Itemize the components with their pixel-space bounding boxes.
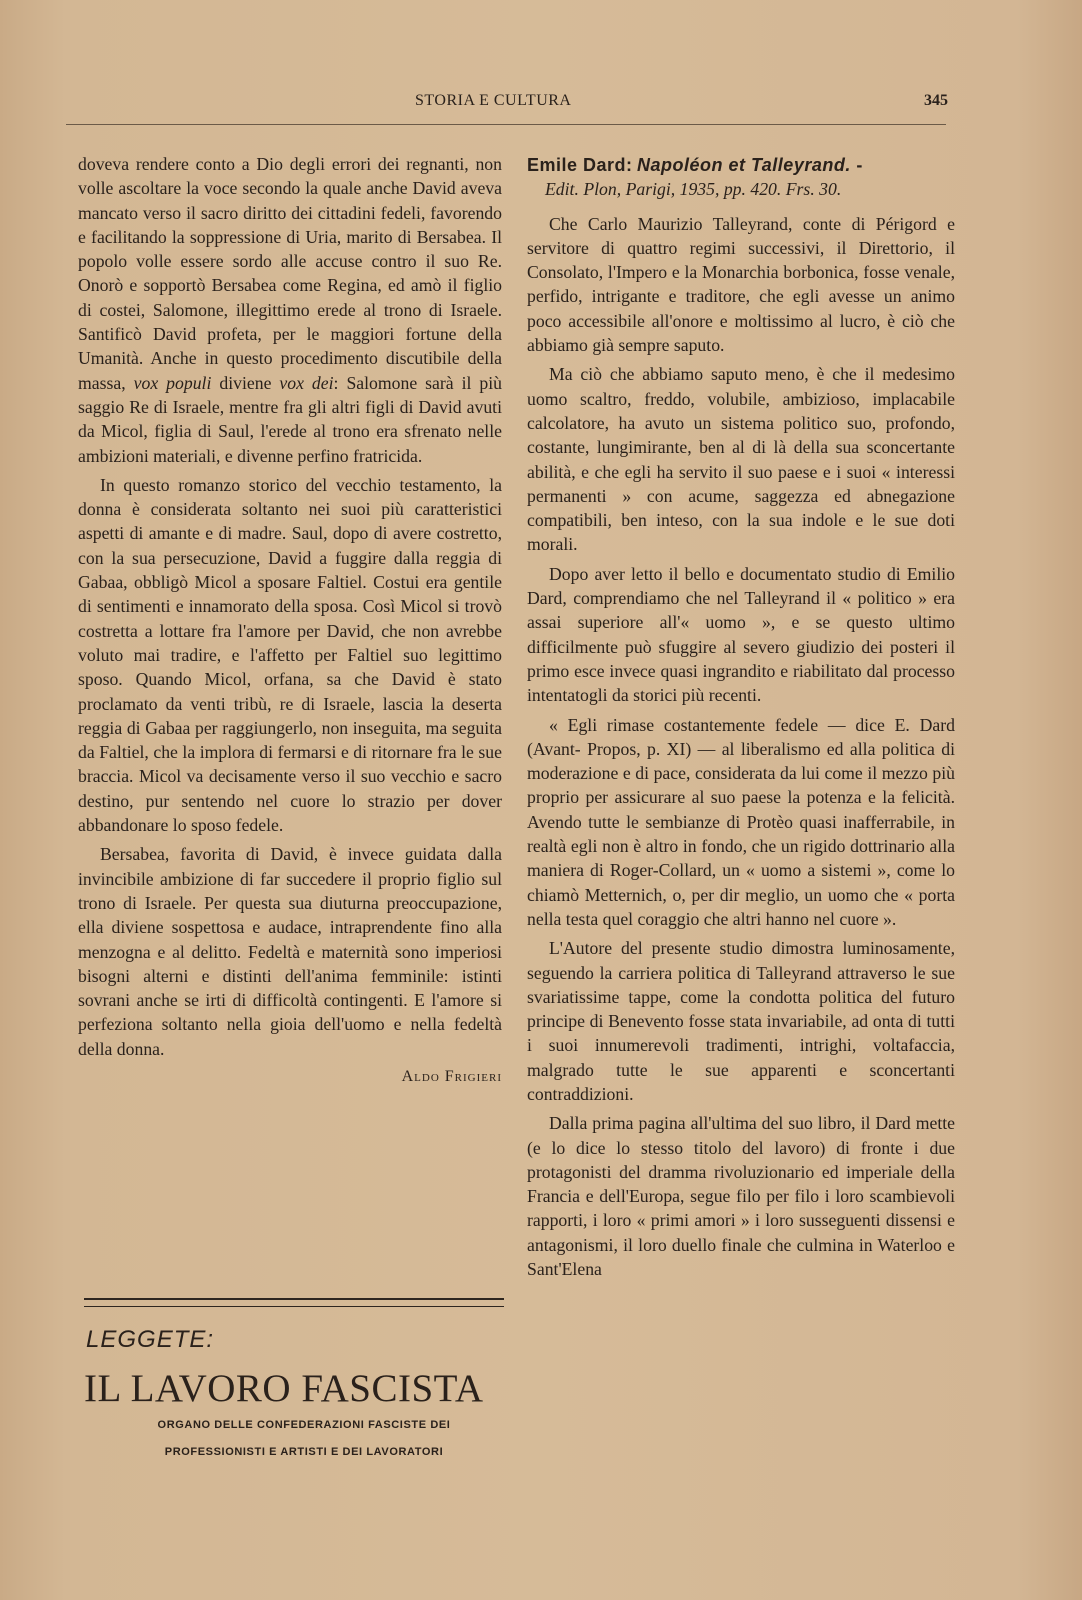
header-rule [66,124,946,125]
left-p1-text: doveva rendere conto a Dio degli errori dei regnanti, non volle ascoltare la voce secondo la quale anche David aveva mancato verso il sacro diritto dei cittadini fedeli, favorendo e facilitando la soppressione di Uria, marito di Bersabea. Il popolo volle essere sordo alle accuse contro il suo Re. Onorò e sopportò Bersabea come Regina, ed amò il figlio di costei, Salomone, illegittimo erede al trono di Israele. Santificò David profeta, per le maggiori fortune della Umanità. Anche in questo procedimento discutibile della massa, [78,154,502,393]
review-heading [527,153,955,202]
right-paragraph-5: L'Autore del presente studio dimostra luminosamente, seguendo la carriera politica di Talleyrand attraverso le sue svariatissime tappe, come la condotta politica del futuro principe di Benevento fosse stata invariabile, ad onta di tutti i suoi innumerevoli tradimenti, intrighi, voltafaccia, malgrado tutte le sue apparenti e sconcertanti contraddizioni. [527,938,955,1104]
page-number: 345 [924,92,948,109]
left-p1-italic: vox populi [133,372,212,393]
advert-title: IL LAVORO FASCISTA [84,1367,484,1410]
right-paragraph-6: Dalla prima pagina all'ultima del suo libro, il Dard mette (e lo dice lo stesso titolo del lavoro) di fronte i due protagonisti del dramma rivoluzionario ed imperiale della Francia e dell'Europa, segue filo per filo i loro scambievoli rapporti, i loro « primi amori » i loro susseguenti dissensi e antagonismi, il loro duello finale che culmina in Waterloo e Sant'Elena [527,1113,955,1280]
running-head [60,92,948,116]
right-paragraph-1: Che Carlo Maurizio Talleyrand, conte di Périgord e servitore di quattro regimi successivi, il Direttorio, il Consolato, l'Impero e la Monarchia borbonica, fosse venale, perfido, intrigante e traditore, che egli avesse un animo poco accessibile all'onore e moltissimo al lucro, è ciò che abbiamo già sempre saputo. [527,213,955,356]
left-paragraph-3: Bersabea, favorita di David, è invece guidata dalla invincibile ambizione di far succedere il proprio figlio sul trono di Israele. Per questa sua diuturna preoccupazione, ella diviene sospettosa e audace, intraprendente fino alla menzogna e al delitto. Fedeltà e maternità sono imperiosi bisogni alterni e distinti dell'anima femminile: istinti sovrani anche se irti di difficoltà contingenti. E l'amore si perfeziona soltanto nella gioia dell'uomo e nella fedeltà della donna. [78,844,502,1059]
right-column [527,153,955,1281]
advert-invite: LEGGETE: [86,1326,215,1353]
left-p1-mid: diviene [219,372,272,393]
review-dash: - [850,155,863,175]
left-p1-end: : Salomone sarà il più saggio Re di Israele, mentre fra gli altri figli di David avuti da Micol, figlia di Saul, l'erede al trono era sfrenato nelle ambizioni materiali, e divenne perfino fratricida. [78,372,503,466]
left-column [78,152,502,1089]
left-paragraph-1 [78,152,502,468]
author-signature: Aldo Frigieri [401,1067,502,1085]
review-title: Napoléon et Talleyrand. [636,155,851,175]
left-p1-italic2: vox dei [279,372,334,393]
right-paragraph-3: Dopo aver letto il bello e documentato studio di Emilio Dard, comprendiamo che nel Talleyrand il « politico » era assai superiore all'« uomo », e se questo ultimo difficilmente può sfuggire al severo giudizio dei posteri il primo esce invece quasi ingrandito e riabilitato dal processo intentatogli da storici più recenti. [527,563,955,706]
advert-subtitle [114,1412,494,1466]
right-paragraph-2: Ma ciò che abbiamo saputo meno, è che il medesimo uomo scaltro, freddo, volubile, ambizioso, implacabile calcolatore, ha avuto un sistema politico suo, profondo, costante, lungimirante, ben al di là della sua sconcertante abilità, e che egli ha servito il suo paese e i suoi « interessi permanenti » con acume, saggezza ed abnegazione compatibili, ben inteso, con la sua indole e le sue doti morali. [527,364,955,555]
right-paragraph-4: « Egli rimase costantemente fedele — dice E. Dard (Avant- Propos, p. XI) — al liberalismo ed alla politica di moderazione e di pace, considerata da lui come il mezzo più proprio per assicurare al suo paese la potenza e la felicità. Avendo tutte le sembianze di Protèo quasi inafferrabile, in realtà egli non è altro in fondo, che un rigido dottrinario alla maniera di Roger-Collard, un « uomo a sistemi », come lo chiamò Metternich, o, per dir meglio, un uomo che « porta nella testa quel coraggio che altri hanno nel cuore ». [527,714,955,929]
running-title: STORIA E CULTURA [415,92,572,109]
left-paragraph-2: In questo romanzo storico del vecchio testamento, la donna è considerata soltanto nei suoi più caratteristici aspetti di amante e di madre. Saul, dopo di avere costretto, con la sua persecuzione, David a fuggire dalla reggia di Gabaa, obbligò Micol a sposare Faltiel. Costui era gentile di sentimenti e innamorato della sposa. Così Micol si trovò costretta a lottare fra l'amore per David, che non avrebbe voluto mai tradire, e l'affetto per Faltiel suo legittimo sposo. Quando Micol, orfana, sa che David è stato proclamato da venti tribù, re di Israele, lascia la deserta reggia di Gabaa per raggiungerlo, non inseguita, ma seguita da Faltiel, che la implora di fermarsi e di ritornare fra le sue braccia. Micol va decisamente verso il suo vecchio e sacro destino, pur sentendo nel cuore lo strazio per dover abbandonare lo sposo fedele. [78,474,502,836]
advert-divider [84,1298,504,1307]
advert-subtitle-line-1: ORGANO DELLE CONFEDERAZIONI FASCISTE DEI [157,1419,451,1431]
advert-subtitle-line-2: PROFESSIONISTI E ARTISTI E DEI LAVORATORI [164,1446,444,1458]
review-publication: Edit. Plon, Parigi, 1935, pp. 420. Frs. 30. [545,179,842,200]
review-author: Emile Dard: [527,155,633,175]
